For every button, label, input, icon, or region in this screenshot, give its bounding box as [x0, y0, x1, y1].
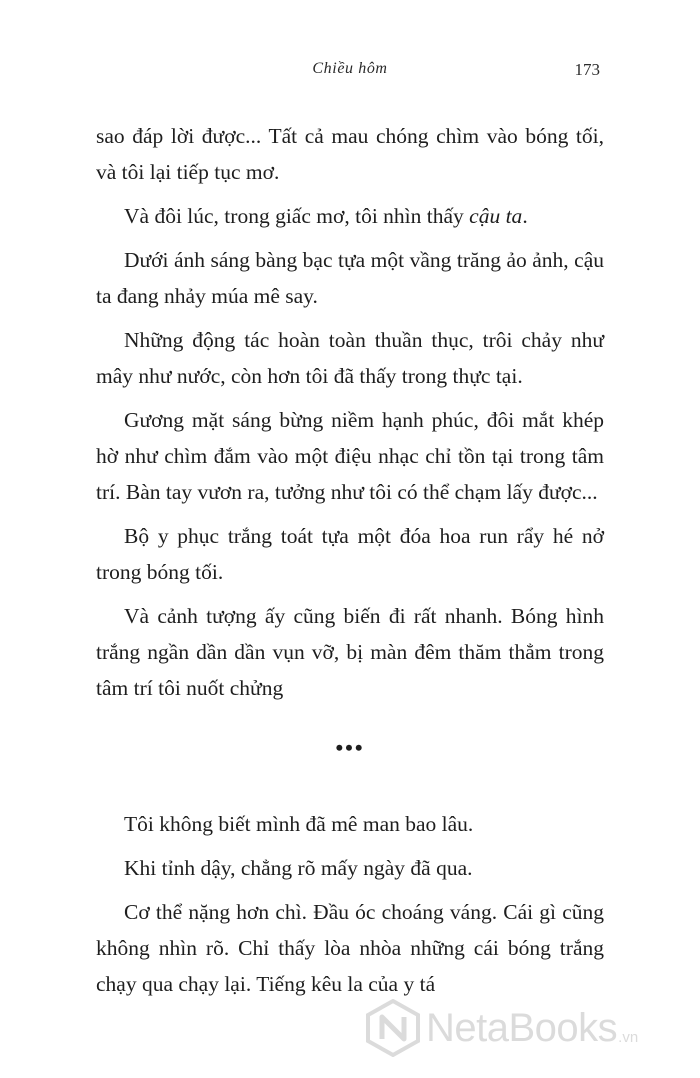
netabooks-logo-icon — [364, 999, 422, 1057]
paragraph: Tôi không biết mình đã mê man bao lâu. — [124, 812, 474, 836]
page-header — [0, 56, 700, 86]
paragraph — [96, 198, 604, 234]
paragraph: Dưới ánh sáng bàng bạc tựa một vầng trăng ảo ảnh, cậu ta đang nhảy múa mê say. — [96, 248, 604, 308]
paragraph: Cơ thể nặng hơn chì. Đầu óc choáng váng. Cái gì cũng không nhìn rõ. Chỉ thấy lòa nhòa những cái bóng trắng chạy qua chạy lại. Tiếng kêu la của y tá — [96, 900, 604, 996]
watermark-brand: NetaBooks — [426, 1005, 618, 1050]
running-head: Chiều hôm — [312, 60, 388, 77]
paragraph-text: Và đôi lúc, trong giấc mơ, tôi nhìn thấy — [124, 204, 470, 228]
watermark — [364, 996, 700, 1060]
paragraph: Và cảnh tượng ấy cũng biến đi rất nhanh. Bóng hình trắng ngần dần dần vụn vỡ, bị màn đêm thăm thẳm trong tâm trí tôi nuốt chửng — [96, 604, 604, 700]
body-text — [96, 118, 604, 1010]
paragraph: Những động tác hoàn toàn thuần thục, trôi chảy như mây như nước, còn hơn tôi đã thấy trong thực tại. — [96, 328, 604, 388]
paragraph: Khi tỉnh dậy, chẳng rõ mấy ngày đã qua. — [124, 856, 473, 880]
paragraph: Gương mặt sáng bừng niềm hạnh phúc, đôi mắt khép hờ như chìm đắm vào một điệu nhạc chỉ tồn tại trong tâm trí. Bàn tay vươn ra, tưởng như tôi có thể chạm lấy được... — [96, 408, 604, 504]
paragraph-text: . — [522, 204, 528, 228]
paragraph: sao đáp lời được... Tất cả mau chóng chìm vào bóng tối, và tôi lại tiếp tục mơ. — [96, 124, 604, 184]
watermark-suffix: .vn — [618, 1029, 639, 1046]
paragraph: Bộ y phục trắng toát tựa một đóa hoa run rẩy hé nở trong bóng tối. — [96, 524, 604, 584]
emphasis-text: cậu ta — [469, 204, 523, 228]
section-separator: ••• — [335, 735, 365, 760]
page-number: 173 — [574, 60, 600, 79]
